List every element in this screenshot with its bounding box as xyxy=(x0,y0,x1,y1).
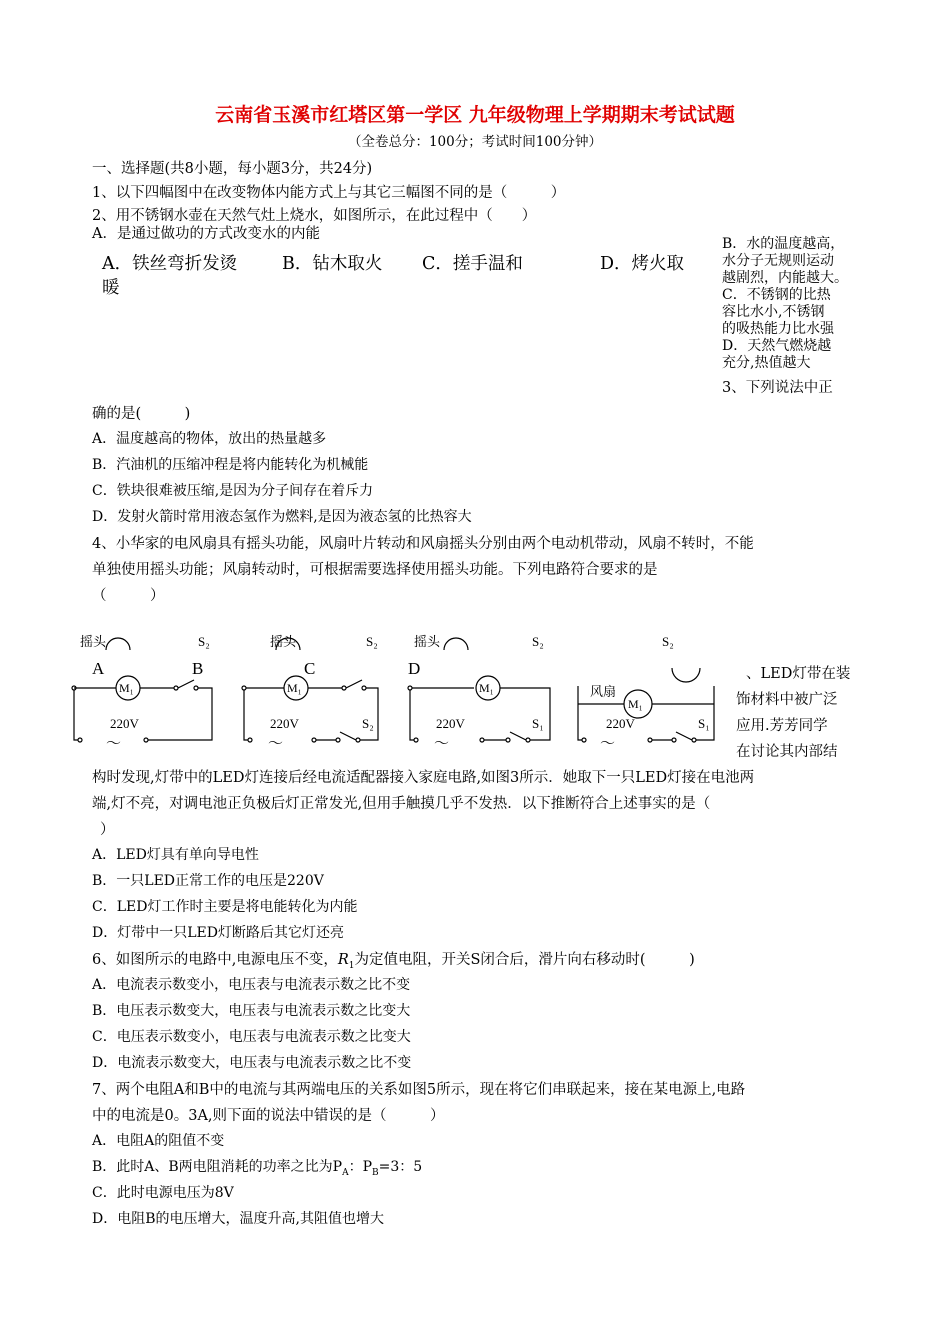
q7-option-d: D．电阻B的电压增大，温度升高,其阻值也增大 xyxy=(92,1211,384,1227)
q7-line-1: 7、两个电阻A和B中的电流与其两端电压的关系如图5所示，现在将它们串联起来，接在某电源上,电路 xyxy=(92,1082,746,1098)
q3-option-a: A．温度越高的物体，放出的热量越多 xyxy=(92,431,327,447)
circuit-e-s2-label: S₂ xyxy=(662,634,674,649)
q5-line-2: 端,灯不亮，对调电池正负极后灯正常发光,但用手触摸几乎不发热．以下推断符合上述事实的是（ xyxy=(92,796,711,812)
circuit-e-voltage-label: 220V xyxy=(606,716,635,731)
q4-line-2: 单独使用摇头功能；风扇转动时，可根据需要选择使用摇头功能。下列电路符合要求的是 xyxy=(92,562,658,578)
q2-side-line-3: 越剧烈，内能越大。 xyxy=(722,270,848,286)
q5-option-d: D．灯带中一只LED灯断路后其它灯还亮 xyxy=(92,925,344,941)
q6-option-b: B．电压表示数变大，电压表与电流表示数之比变大 xyxy=(92,1003,411,1019)
circuit-a-voltage-label: 220V xyxy=(110,716,139,731)
q6-stem-part-b: 为定值电阻，开关S闭合后，滑片向右移动时( ) xyxy=(354,952,695,968)
q7-option-b-end: =3：5 xyxy=(378,1159,423,1175)
q4-line-3: （ ） xyxy=(92,588,165,604)
q2-side-line-7: D．天然气燃烧越 xyxy=(722,338,832,354)
q7-option-b-sub-b: B xyxy=(372,1167,379,1178)
circuit-c-shake-label: 摇头 xyxy=(270,634,297,649)
q1-option-d: D．烤火取 xyxy=(600,254,685,274)
q2-stem: 2、用不锈钢水壶在天然气灶上烧水，如图所示，在此过程中（ ） xyxy=(92,208,537,224)
q7-option-b xyxy=(92,1156,422,1178)
q2-side-line-5: 容比水小,不锈钢 xyxy=(722,304,825,320)
q5-line-1: 构时发现,灯带中的LED灯连接后经电流适配器接入家庭电路,如图3所示．她取下一只LED灯接在电池两 xyxy=(92,770,755,786)
circuit-d-ac-symbol: ～ xyxy=(434,736,450,752)
q2-side-line-4: C．不锈钢的比热 xyxy=(722,287,831,303)
circuit-e-ac-symbol: ～ xyxy=(600,736,616,752)
circuit-label-a: A xyxy=(92,659,105,678)
q6-option-d: D．电流表示数变大，电压表与电流表示数之比不变 xyxy=(92,1055,412,1071)
q7-option-b-sub-a: A xyxy=(342,1167,349,1178)
circuit-e-s1-label: S₁ xyxy=(698,716,710,731)
circuit-e-fan-label: 风扇 xyxy=(590,684,617,699)
q5-option-a: A．LED灯具有单向导电性 xyxy=(92,847,259,863)
q2-side-line-6: 的吸热能力比水强 xyxy=(722,321,834,337)
q5-side-line-3: 应用.芳芳同学 xyxy=(736,718,828,734)
page-subtitle: （全卷总分：100分；考试时间100分钟） xyxy=(347,134,603,150)
q6-stem xyxy=(92,948,695,971)
q6-option-a: A．电流表示数变小，电压表与电流表示数之比不变 xyxy=(92,977,411,993)
q1-option-c: C．搓手温和 xyxy=(422,254,523,274)
circuit-a-ac-symbol: ～ xyxy=(106,736,122,752)
q5-side-line-2: 饰材料中被广泛 xyxy=(736,692,838,708)
q4-circuit-figure xyxy=(66,628,726,753)
q5-side-line-4: 在讨论其内部结 xyxy=(736,744,838,760)
q2-side-line-2: 水分子无规则运动 xyxy=(722,253,834,269)
circuit-label-c: C xyxy=(304,659,316,678)
q6-stem-r: R xyxy=(337,952,349,968)
q6-stem-r-sub: 1 xyxy=(348,960,355,971)
circuit-c-voltage-label: 220V xyxy=(270,716,299,731)
q7-option-c: C．此时电源电压为8V xyxy=(92,1185,234,1201)
q3-stem-part2: 确的是( ) xyxy=(92,406,191,422)
q7-option-b-mid: ：P xyxy=(348,1159,373,1175)
circuit-label-b: B xyxy=(192,659,204,678)
q5-line-3: ） xyxy=(100,822,115,838)
circuit-a-s2-label: S₂ xyxy=(198,634,210,649)
circuit-d-voltage-label: 220V xyxy=(436,716,465,731)
circuit-d-s1-label: S₁ xyxy=(532,716,544,731)
q5-option-c: C．LED灯工作时主要是将电能转化为内能 xyxy=(92,899,358,915)
q4-line-1: 4、小华家的电风扇具有摇头功能，风扇叶片转动和风扇摇头分别由两个电动机带动，风扇不转时，不能 xyxy=(92,536,754,552)
q7-line-2: 中的电流是0。3A,则下面的说法中错误的是（ ） xyxy=(92,1108,445,1124)
q6-option-c: C．电压表示数变小，电压表与电流表示数之比变大 xyxy=(92,1029,411,1045)
q1-option-d-cont: 暖 xyxy=(102,278,120,298)
q3-stem-part1: 3、下列说法中正 xyxy=(722,380,833,396)
circuit-e-m1-label: M₁ xyxy=(628,697,643,711)
q5-side-line-1: 、LED灯带在装 xyxy=(746,666,851,682)
circuit-d-s2-label: S₂ xyxy=(532,634,544,649)
circuit-a-m1-label: M₁ xyxy=(119,681,134,695)
q6-stem-part-a: 6、如图所示的电路中,电源电压不变， xyxy=(92,952,338,968)
section-heading: 一、选择题(共8小题，每小题3分，共24分) xyxy=(92,161,373,177)
q1-stem: 1、以下四幅图中在改变物体内能方式上与其它三幅图不同的是（ ） xyxy=(92,185,566,201)
circuit-c-s2-label: S₂ xyxy=(362,716,374,731)
q7-option-a: A．电阻A的阻值不变 xyxy=(92,1133,225,1149)
q1-option-b: B．钻木取火 xyxy=(282,254,383,274)
q3-option-d: D．发射火箭时常用液态氢作为燃料,是因为液态氢的比热容大 xyxy=(92,509,472,525)
q5-option-b: B．一只LED正常工作的电压是220V xyxy=(92,873,324,889)
circuit-a-shake-label: 摇头 xyxy=(80,634,107,649)
q2-option-a: A．是通过做功的方式改变水的内能 xyxy=(92,226,320,242)
circuit-c-ac-symbol: ～ xyxy=(268,736,284,752)
page-title: 云南省玉溪市红塔区第一学区 九年级物理上学期期末考试试题 xyxy=(215,104,735,126)
circuit-d-shake-label: 摇头 xyxy=(414,634,441,649)
q2-side-line-8: 充分,热值越大 xyxy=(722,355,811,371)
circuit-d-m1-label: M₁ xyxy=(479,681,494,695)
q3-option-b: B．汽油机的压缩冲程是将内能转化为机械能 xyxy=(92,457,369,473)
q3-option-c: C．铁块很难被压缩,是因为分子间存在着斥力 xyxy=(92,483,374,499)
circuit-c-s2-top-label: S₂ xyxy=(366,634,378,649)
q1-option-a: A．铁丝弯折发烫 xyxy=(102,254,238,274)
circuit-label-d: D xyxy=(408,659,421,678)
q2-side-line-1: B．水的温度越高， xyxy=(722,236,845,252)
circuit-c-m1-label: M₁ xyxy=(287,681,302,695)
q7-option-b-text: B．此时A、B两电阻消耗的功率之比为P xyxy=(92,1159,343,1175)
